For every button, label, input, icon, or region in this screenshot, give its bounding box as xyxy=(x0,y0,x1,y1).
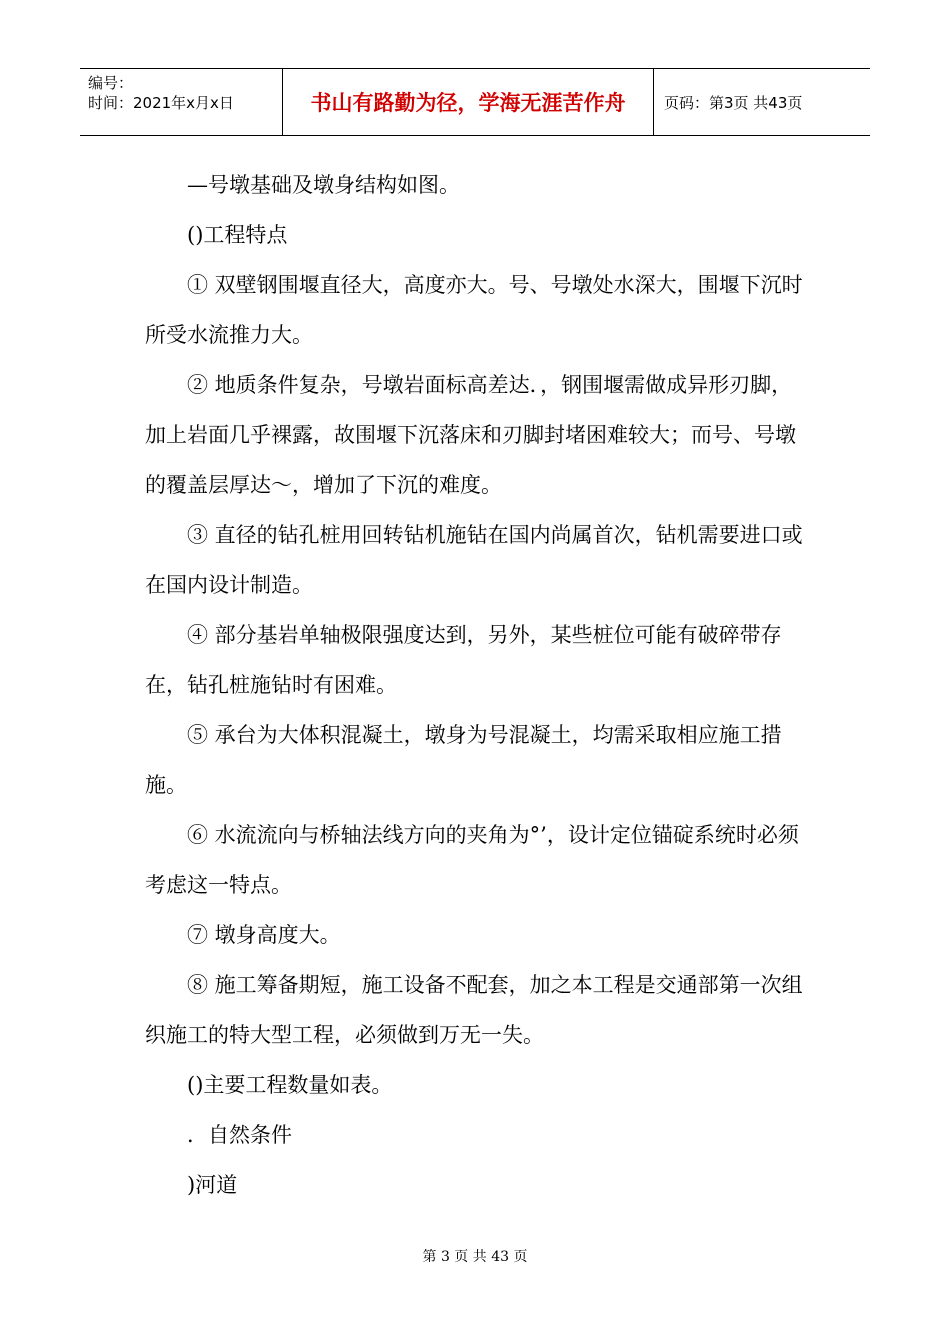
header-page-info: 页码：第3页 共43页 xyxy=(664,93,803,112)
page-footer: 第 3 页 共 43 页 xyxy=(422,1249,528,1265)
header-motto: 书山有路勤为径，学海无涯苦作舟 xyxy=(283,69,654,135)
paragraph: ① 双壁钢围堰直径大，高度亦大。号、号墩处水深大，围堰下沉时所受水流推力大。 xyxy=(145,273,803,347)
paragraph: ⑧ 施工筹备期短，施工设备不配套，加之本工程是交通部第一次组织施工的特大型工程，必须做到万无一失。 xyxy=(145,973,803,1047)
paragraph: ⑦ 墩身高度大。 xyxy=(187,923,341,947)
date-label: 时间：2021年x月x日 xyxy=(88,94,234,112)
document-body xyxy=(145,160,807,1210)
section-heading: ()工程特点 xyxy=(187,223,288,247)
paragraph: ② 地质条件复杂，号墩岩面标高差达．，钢围堰需做成异形刃脚，加上岩面几乎裸露，故围堰下沉落床和刃脚封堵困难较大；而号、号墩的覆盖层厚达～，增加了下沉的难度。 xyxy=(145,373,796,497)
section-heading: ．自然条件 xyxy=(187,1123,292,1147)
paragraph: ⑤ 承台为大体积混凝土，墩身为号混凝土，均需采取相应施工措施。 xyxy=(145,723,782,797)
header-meta xyxy=(80,69,283,135)
section-heading: )河道 xyxy=(187,1173,238,1197)
number-label: 编号： xyxy=(88,74,134,92)
paragraph: —号墩基础及墩身结构如图。 xyxy=(187,173,460,197)
document-header xyxy=(80,68,870,136)
paragraph: ③ 直径的钻孔桩用回转钻机施钻在国内尚属首次，钻机需要进口或在国内设计制造。 xyxy=(145,523,803,597)
section-heading: ()主要工程数量如表。 xyxy=(187,1073,393,1097)
paragraph: ④ 部分基岩单轴极限强度达到，另外，某些桩位可能有破碎带存在，钻孔桩施钻时有困难。 xyxy=(145,623,782,697)
paragraph: ⑥ 水流流向与桥轴法线方向的夹角为°’，设计定位锚碇系统时必须考虑这一特点。 xyxy=(145,823,799,897)
